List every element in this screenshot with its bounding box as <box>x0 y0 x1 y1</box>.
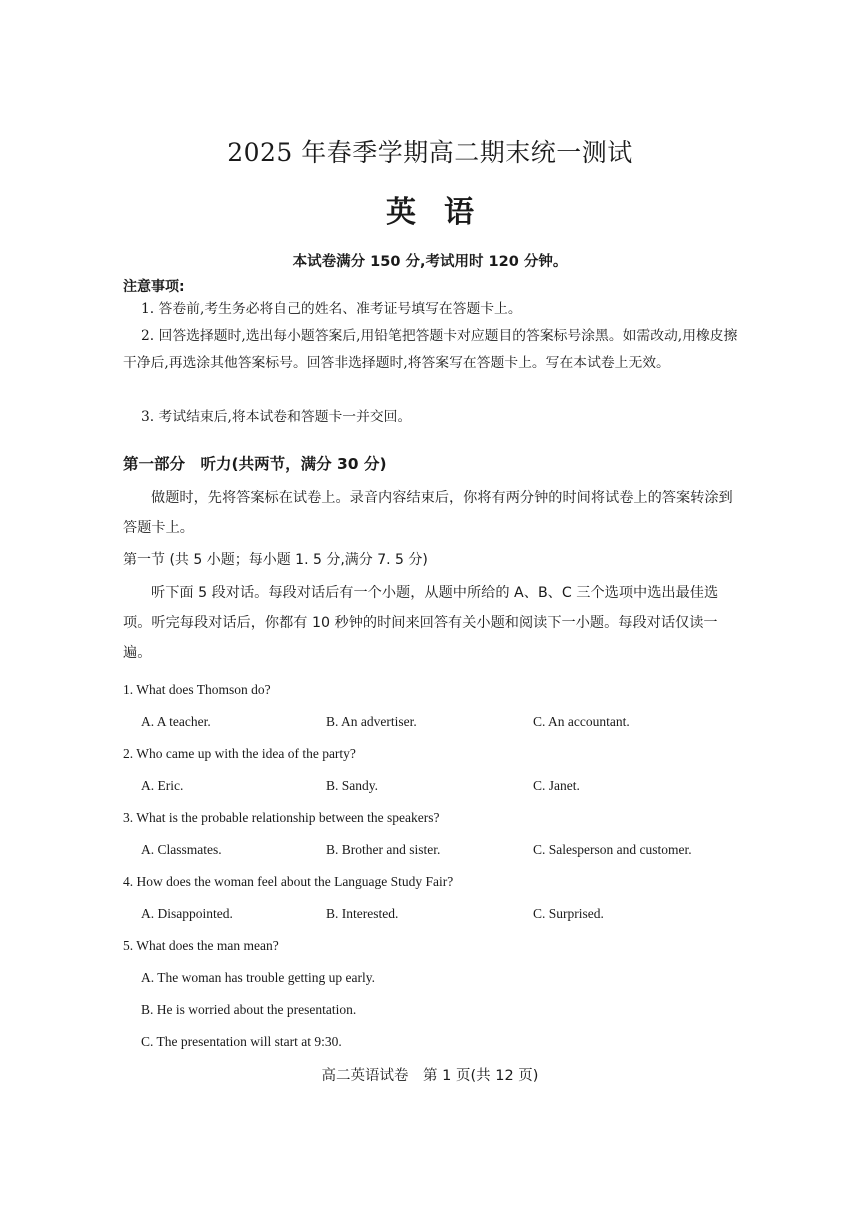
question-stem: 1. What does Thomson do? <box>123 682 271 697</box>
question-stem: 2. Who came up with the idea of the party? <box>123 746 356 761</box>
question-stem: 4. How does the woman feel about the Language Study Fair? <box>123 874 454 889</box>
option-c: C. Surprised. <box>533 906 604 921</box>
exam-info: 本试卷满分 150 分,考试用时 120 分钟。 <box>292 254 568 270</box>
option-b: B. Sandy. <box>326 778 379 793</box>
option-b: B. Interested. <box>326 906 399 921</box>
part-heading: 第一部分 听力(共两节，满分 30 分) <box>123 455 387 473</box>
section-heading: 第一节 (共 5 小题；每小题 1. 5 分,满分 7. 5 分) <box>123 552 428 568</box>
option-c: C. Salesperson and customer. <box>533 842 692 857</box>
subject-char: 英 <box>386 195 416 230</box>
option-a: A. Disappointed. <box>141 906 233 921</box>
question-stem: 5. What does the man mean? <box>123 938 279 953</box>
note-item: 2. 回答选择题时,选出每小题答案后,用铅笔把答题卡对应题目的答案标号涂黑。如需改动,用橡皮擦干净后,再选涂其他答案标号。回答非选择题时,将答案写在答题卡上。写在本试卷上无效。 <box>123 328 738 371</box>
option-c: C. The presentation will start at 9:30. <box>141 1034 342 1049</box>
option-b: B. He is worried about the presentation. <box>141 1002 357 1017</box>
exam-title: 2025 年春季学期高二期末统一测试 <box>227 138 633 167</box>
subject-title <box>0 187 860 231</box>
option-c: C. An accountant. <box>533 714 630 729</box>
option-c: C. Janet. <box>533 778 580 793</box>
option-b: B. Brother and sister. <box>326 842 441 857</box>
option-a: A. The woman has trouble getting up early. <box>141 970 375 985</box>
section-intro: 听下面 5 段对话。每段对话后有一个小题，从题中所给的 A、B、C 三个选项中选出最佳选项。听完每段对话后，你都有 10 秒钟的时间来回答有关小题和阅读下一小题。每段对话仅读一遍。 <box>123 585 719 661</box>
notes-heading: 注意事项: <box>123 279 185 295</box>
note-item: 3. 考试结束后,将本试卷和答题卡一并交回。 <box>141 409 412 425</box>
note-item: 1. 答卷前,考生务必将自己的姓名、准考证号填写在答题卡上。 <box>141 301 522 317</box>
subject-char: 语 <box>444 195 474 230</box>
option-b: B. An advertiser. <box>326 714 417 729</box>
part-intro: 做题时，先将答案标在试卷上。录音内容结束后，你将有两分钟的时间将试卷上的答案转涂到答题卡上。 <box>123 490 733 536</box>
option-a: A. Eric. <box>141 778 184 793</box>
option-a: A. A teacher. <box>141 714 211 729</box>
question-stem: 3. What is the probable relationship between the speakers? <box>123 810 440 825</box>
option-a: A. Classmates. <box>141 842 222 857</box>
page-footer: 高二英语试卷 第 1 页(共 12 页) <box>321 1068 539 1084</box>
